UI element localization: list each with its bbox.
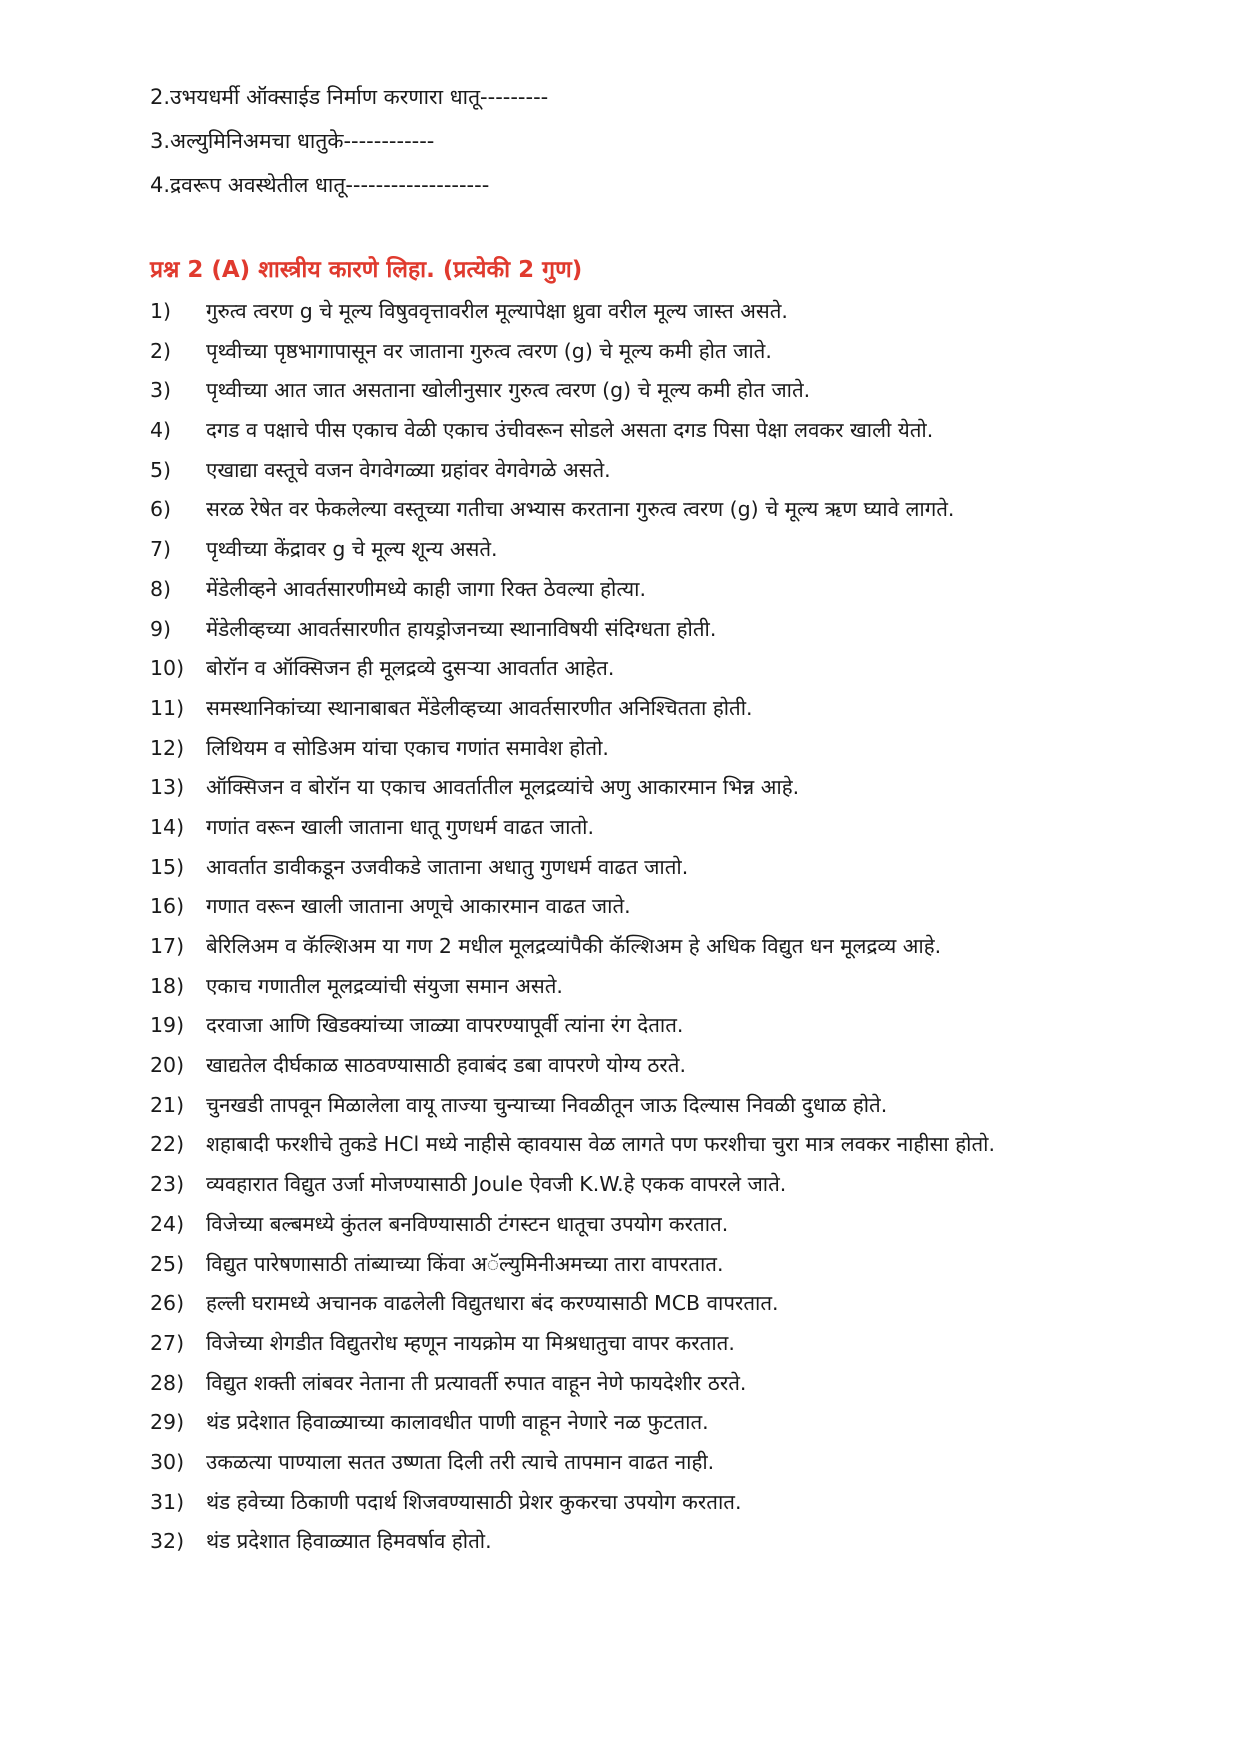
question-text: पृथ्वीच्या केंद्रावर g चे मूल्य शून्य असते. <box>206 537 498 562</box>
question-number: 3) <box>150 378 172 403</box>
fill-in-blank-item: 2.उभयधर्मी ऑक्साईड निर्माण करणारा धातू--------- <box>150 85 549 109</box>
question-item <box>150 808 995 848</box>
question-text: गणांत वरून खाली जाताना धातू गुणधर्म वाढत जातो. <box>206 814 594 839</box>
question-item <box>150 610 995 650</box>
question-text: पृथ्वीच्या पृष्ठभागापासून वर जाताना गुरुत्व त्वरण (g) चे मूल्य कमी होत जाते. <box>206 338 772 363</box>
question-number: 18) <box>150 973 185 998</box>
question-number: 14) <box>150 814 185 839</box>
question-number: 10) <box>150 656 185 681</box>
question-item <box>150 927 995 967</box>
question-number: 4) <box>150 418 172 443</box>
question-text: हल्ली घरामध्ये अचानक वाढलेली विद्युतधारा बंद करण्यासाठी MCB वापरतात. <box>206 1291 779 1316</box>
question-text: थंड हवेच्या ठिकाणी पदार्थ शिजवण्यासाठी प्रेशर कुकरचा उपयोग करतात. <box>206 1489 742 1514</box>
question-item <box>150 1443 995 1483</box>
question-item <box>150 1522 995 1562</box>
question-number: 6) <box>150 497 172 522</box>
question-text: विजेच्या शेगडीत विद्युतरोध म्हणून नायक्रोम या मिश्रधातुचा वापर करतात. <box>206 1330 735 1355</box>
question-text: उकळत्या पाण्याला सतत उष्णता दिली तरी त्याचे तापमान वाढत नाही. <box>206 1449 715 1474</box>
question-item <box>150 1403 995 1443</box>
question-number: 27) <box>150 1330 185 1355</box>
question-item <box>150 530 995 570</box>
question-number: 5) <box>150 457 172 482</box>
question-list <box>150 292 995 1562</box>
question-item <box>150 292 995 332</box>
question-text: बोरॉन व ऑक्सिजन ही मूलद्रव्ये दुसऱ्या आवर्तात आहेत. <box>206 656 615 681</box>
question-number: 22) <box>150 1132 185 1157</box>
question-text: एकाच गणातील मूलद्रव्यांची संयुजा समान असते. <box>206 973 563 998</box>
question-text: सरळ रेषेत वर फेकलेल्या वस्तूच्या गतीचा अभ्यास करताना गुरुत्व त्वरण (g) चे मूल्य ऋण घ्यावे लागते. <box>206 497 955 522</box>
question-item <box>150 371 995 411</box>
question-number: 30) <box>150 1449 185 1474</box>
question-text: खाद्यतेल दीर्घकाळ साठवण्यासाठी हवाबंद डबा वापरणे योग्य ठरते. <box>206 1053 687 1078</box>
question-text: एखाद्या वस्तूचे वजन वेगवेगळ्या ग्रहांवर वेगवेगळे असते. <box>206 457 611 482</box>
question-item <box>150 451 995 491</box>
question-item <box>150 887 995 927</box>
question-item <box>150 1284 995 1324</box>
question-number: 23) <box>150 1172 185 1197</box>
question-number: 13) <box>150 775 185 800</box>
question-item <box>150 1245 995 1285</box>
question-text: विजेच्या बल्बमध्ये कुंतल बनविण्यासाठी टंगस्टन धातूचा उपयोग करतात. <box>206 1211 729 1236</box>
question-text: दगड व पक्षाचे पीस एकाच वेळी एकाच उंचीवरून सोडले असता दगड पिसा पेक्षा लवकर खाली येतो. <box>206 418 934 443</box>
question-number: 32) <box>150 1529 185 1554</box>
question-item <box>150 1324 995 1364</box>
question-item <box>150 490 995 530</box>
question-text: चुनखडी तापवून मिळालेला वायू ताज्या चुन्याच्या निवळीतून जाऊ दिल्यास निवळी दुधाळ होते. <box>206 1092 888 1117</box>
fill-in-blank-item: 4.द्रवरूप अवस्थेतील धातू------------------- <box>150 173 490 197</box>
question-item <box>150 729 995 769</box>
question-text: पृथ्वीच्या आत जात असताना खोलीनुसार गुरुत्व त्वरण (g) चे मूल्य कमी होत जाते. <box>206 378 811 403</box>
question-text: गुरुत्व त्वरण g चे मूल्य विषुववृत्तावरील मूल्यापेक्षा ध्रुवा वरील मूल्य जास्त असते. <box>206 299 788 323</box>
question-item <box>150 570 995 610</box>
question-number: 11) <box>150 695 185 720</box>
question-text: शहाबादी फरशीचे तुकडे HCl मध्ये नाहीसे व्हावयास वेळ लागते पण फरशीचा चुरा मात्र लवकर नाहीसा होतो. <box>206 1132 995 1157</box>
fill-in-blank-item: 3.अल्युमिनिअमचा धातुके------------ <box>150 129 435 153</box>
question-text: आवर्तात डावीकडून उजवीकडे जाताना अधातु गुणधर्म वाढत जातो. <box>206 854 689 879</box>
section-heading: प्रश्न 2 (A) शास्त्रीय कारणे लिहा. (प्रत्येकी 2 गुण) <box>150 257 583 283</box>
question-number: 17) <box>150 934 185 958</box>
question-item <box>150 1364 995 1404</box>
question-number: 21) <box>150 1092 185 1117</box>
question-number: 8) <box>150 576 172 601</box>
question-text: दरवाजा आणि खिडक्यांच्या जाळ्या वापरण्यापूर्वी त्यांना रंग देतात. <box>206 1013 684 1038</box>
question-number: 24) <box>150 1211 185 1236</box>
question-item <box>150 649 995 689</box>
question-number: 26) <box>150 1291 185 1316</box>
question-text: मेंडेलीव्हच्या आवर्तसारणीत हायड्रोजनच्या स्थानाविषयी संदिग्धता होती. <box>206 616 717 641</box>
question-number: 20) <box>150 1053 185 1078</box>
question-item <box>150 1086 995 1126</box>
question-text: थंड प्रदेशात हिवाळ्याच्या कालावधीत पाणी वाहून नेणारे नळ फुटतात. <box>206 1410 709 1435</box>
question-text: मेंडेलीव्हने आवर्तसारणीमध्ये काही जागा रिक्त ठेवल्या होत्या. <box>206 576 647 601</box>
question-item <box>150 848 995 888</box>
question-number: 2) <box>150 338 172 363</box>
question-number: 7) <box>150 537 172 562</box>
question-item <box>150 1165 995 1205</box>
question-item <box>150 689 995 729</box>
question-item <box>150 967 995 1007</box>
question-number: 15) <box>150 854 185 879</box>
question-text: समस्थानिकांच्या स्थानाबाबत मेंडेलीव्हच्या आवर्तसारणीत अनिश्चितता होती. <box>206 695 753 720</box>
fill-in-blank-list <box>150 75 548 207</box>
question-item <box>150 1483 995 1523</box>
question-text: बेरिलिअम व कॅल्शिअम या गण 2 मधील मूलद्रव्यांपैकी कॅल्शिअम हे अधिक विद्युत धन मूलद्रव्य आहे. <box>206 934 942 958</box>
question-item <box>150 332 995 372</box>
question-text: ऑक्सिजन व बोरॉन या एकाच आवर्तातील मूलद्रव्यांचे अणु आकारमान भिन्न आहे. <box>206 775 800 800</box>
question-text: गणात वरून खाली जाताना अणूचे आकारमान वाढत जाते. <box>206 894 631 919</box>
question-item <box>150 1205 995 1245</box>
question-text: विद्युत पारेषणासाठी तांब्याच्या किंवा अॅल्युमिनीअमच्या तारा वापरतात. <box>206 1251 724 1276</box>
question-text: विद्युत शक्ती लांबवर नेताना ती प्रत्यावर्ती रुपात वाहून नेणे फायदेशीर ठरते. <box>206 1370 747 1395</box>
question-number: 25) <box>150 1251 185 1276</box>
question-number: 29) <box>150 1410 185 1435</box>
question-number: 9) <box>150 616 172 641</box>
question-text: लिथियम व सोडिअम यांचा एकाच गणांत समावेश होतो. <box>206 735 609 760</box>
question-item <box>150 768 995 808</box>
question-text: व्यवहारात विद्युत उर्जा मोजण्यासाठी Joule ऐवजी K.W.हे एकक वापरले जाते. <box>206 1172 787 1197</box>
question-item <box>150 1046 995 1086</box>
question-text: थंड प्रदेशात हिवाळ्यात हिमवर्षाव होतो. <box>206 1529 492 1554</box>
question-number: 28) <box>150 1370 185 1395</box>
question-number: 19) <box>150 1013 185 1038</box>
question-number: 12) <box>150 735 185 760</box>
question-item <box>150 411 995 451</box>
question-number: 1) <box>150 299 172 323</box>
question-number: 16) <box>150 894 185 919</box>
question-item <box>150 1006 995 1046</box>
question-number: 31) <box>150 1489 185 1514</box>
question-item <box>150 1125 995 1165</box>
